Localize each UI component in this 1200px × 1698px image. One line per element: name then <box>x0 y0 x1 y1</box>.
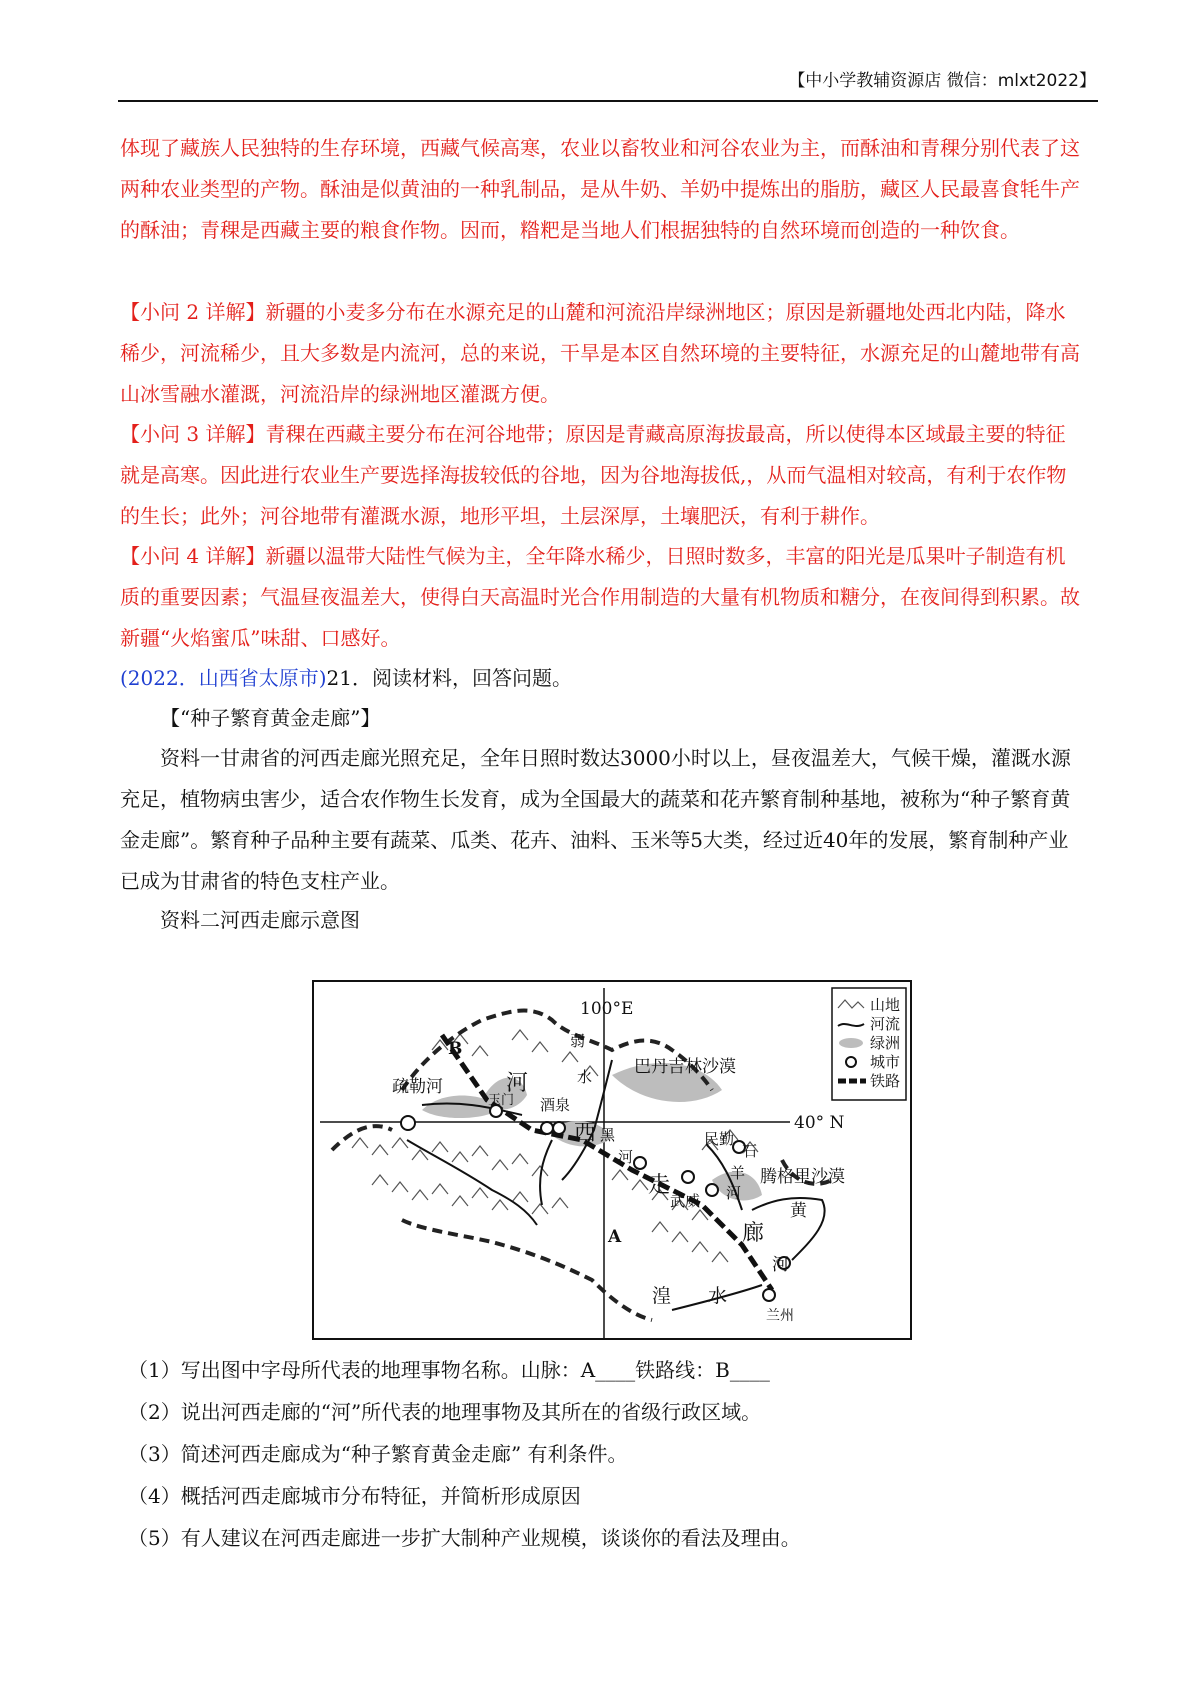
label-hei-he: 河 <box>618 1148 634 1166</box>
label-shule-river: 疏勒河 <box>392 1077 443 1097</box>
legend-label-city: 城市 <box>870 1053 901 1071</box>
header-divider <box>118 100 1098 102</box>
page-header: 【中小学教辅资源店 微信：mlxt2022】 <box>788 71 1096 91</box>
label-jiuquan: 酒泉 <box>540 1096 571 1114</box>
legend-oasis-icon <box>839 1038 863 1048</box>
question-3: （3）简述河西走廊成为“种子繁育黄金走廊” 有利条件。 <box>128 1442 628 1466</box>
question-source: (2022．山西省太原市) <box>120 666 327 690</box>
label-wuwei: 武威 <box>670 1192 701 1210</box>
legend-label-river: 河流 <box>870 1015 901 1033</box>
label-shui: 水 <box>577 1068 593 1086</box>
question-number-text: 21．阅读材料，回答问题。 <box>326 666 572 690</box>
city-jinchang <box>682 1171 694 1183</box>
material-two-caption: 资料二河西走廊示意图 <box>160 908 360 932</box>
legend-label-railway: 铁路 <box>870 1072 901 1090</box>
label-minqin: 民勤 <box>704 1130 735 1148</box>
explanation-q2: 【小问 2 详解】新疆的小麦多分布在水源充足的山麓和河流沿岸绿洲地区；原因是新疆地处西北内陆，降水稀少，河流稀少，且大多数是内流河，总的来说，干旱是本区自然环境的主要特征，水源充足的山麓地带有高山冰雪融水灌溉，河流沿岸的绿洲地区灌溉方便。 <box>120 300 1080 406</box>
label-xi: 西 <box>574 1121 597 1146</box>
label-huang-he: 河 <box>772 1255 789 1275</box>
label-yumen: 玉门 <box>488 1093 515 1108</box>
city-jiuquan-1 <box>541 1122 553 1134</box>
label-huangshui-1: 湟 <box>652 1285 672 1307</box>
hexi-corridor-map <box>312 980 912 1340</box>
label-A: A <box>608 1227 622 1247</box>
label-ruo: 弱 <box>570 1032 586 1050</box>
label-shi: 石 <box>742 1142 758 1160</box>
question-2: （2）说出河西走廊的“河”所代表的地理事物及其所在的省级行政区域。 <box>128 1400 762 1424</box>
city-wuwei <box>706 1184 718 1196</box>
material-title: 【“种子繁育黄金走廊”】 <box>160 706 381 730</box>
label-longitude: 100°E <box>580 999 634 1019</box>
label-badain-jaran: 巴丹吉林沙漠 <box>634 1057 736 1077</box>
legend-label-mountain: 山地 <box>870 996 901 1014</box>
explanation-q4: 【小问 4 详解】新疆以温带大陆性气候为主，全年降水稀少，日照时数多，丰富的阳光是瓜果叶子制造有机质的重要因素；气温昼夜温差大，使得白天高温时光合作用制造的大量有机物质和糖分，在夜间得到积累。故新疆“火焰蜜瓜”味甜、口感好。 <box>120 544 1080 650</box>
map-legend <box>832 988 906 1100</box>
city-jiuquan-2 <box>553 1122 565 1134</box>
question-1: （1）写出图中字母所代表的地理事物名称。山脉：A____铁路线：B____ <box>128 1358 770 1382</box>
city-zhangye <box>634 1157 646 1169</box>
label-yang: 羊 <box>730 1164 746 1182</box>
label-shiyang-he: 河 <box>726 1184 742 1202</box>
label-latitude: 40° N <box>794 1113 845 1133</box>
label-tengger: 腾格里沙漠 <box>760 1167 845 1187</box>
question-21-heading <box>120 658 1085 699</box>
label-huang: 黄 <box>790 1201 807 1221</box>
question-5: （5）有人建议在河西走廊进一步扩大制种产业规模，谈谈你的看法及理由。 <box>128 1526 801 1550</box>
label-he: 河 <box>506 1071 529 1096</box>
explanation-q3: 【小问 3 详解】青稞在西藏主要分布在河谷地带；原因是青藏高原海拔最高，所以使得本区域最主要的特征就是高寒。因此进行农业生产要选择海拔较低的谷地，因为谷地海拔低,，从而气温相对较高，有利于农作物的生长；此外；河谷地带有灌溉水源，地形平坦，土层深厚，土壤肥沃，有利于耕作。 <box>120 422 1067 528</box>
label-lang: 廊 <box>742 1221 765 1246</box>
label-lanzhou: 兰州 <box>766 1308 794 1324</box>
legend-label-oasis: 绿洲 <box>870 1034 901 1052</box>
city-dot <box>401 1116 415 1130</box>
label-B: B <box>448 1039 463 1059</box>
material-one: 资料一甘肃省的河西走廊光照充足，全年日照时数达3000小时以上，昼夜温差大，气候干燥，灌溉水源充足，植物病虫害少，适合农作物生长发育，成为全国最大的蔬菜和花卉繁育制种基地，被称为“种子繁育黄金走廊”。繁育种子品种主要有蔬菜、瓜类、花卉、油料、玉米等5大类，经过近40年的发展，繁育制种产业已成为甘肃省的特色支柱产业。 <box>120 746 1071 893</box>
legend-city-icon <box>846 1057 856 1067</box>
explanation-paragraph-1: 体现了藏族人民独特的生存环境，西藏气候高寒，农业以畜牧业和河谷农业为主，而酥油和青稞分别代表了这两种农业类型的产物。酥油是似黄油的一种乳制品，是从牛奶、羊奶中提炼出的脂肪，藏区人民最喜食牦牛产的酥油；青稞是西藏主要的粮食作物。因而，糌粑是当地人们根据独特的自然环境而创造的一种饮食。 <box>120 136 1080 242</box>
label-hei: 黑 <box>600 1126 616 1144</box>
label-huangshui-2: 水 <box>708 1285 728 1307</box>
city-lanzhou <box>763 1289 775 1301</box>
question-4: （4）概括河西走廊城市分布特征，并简析形成原因 <box>128 1484 581 1508</box>
label-zou: 走 <box>648 1173 671 1198</box>
